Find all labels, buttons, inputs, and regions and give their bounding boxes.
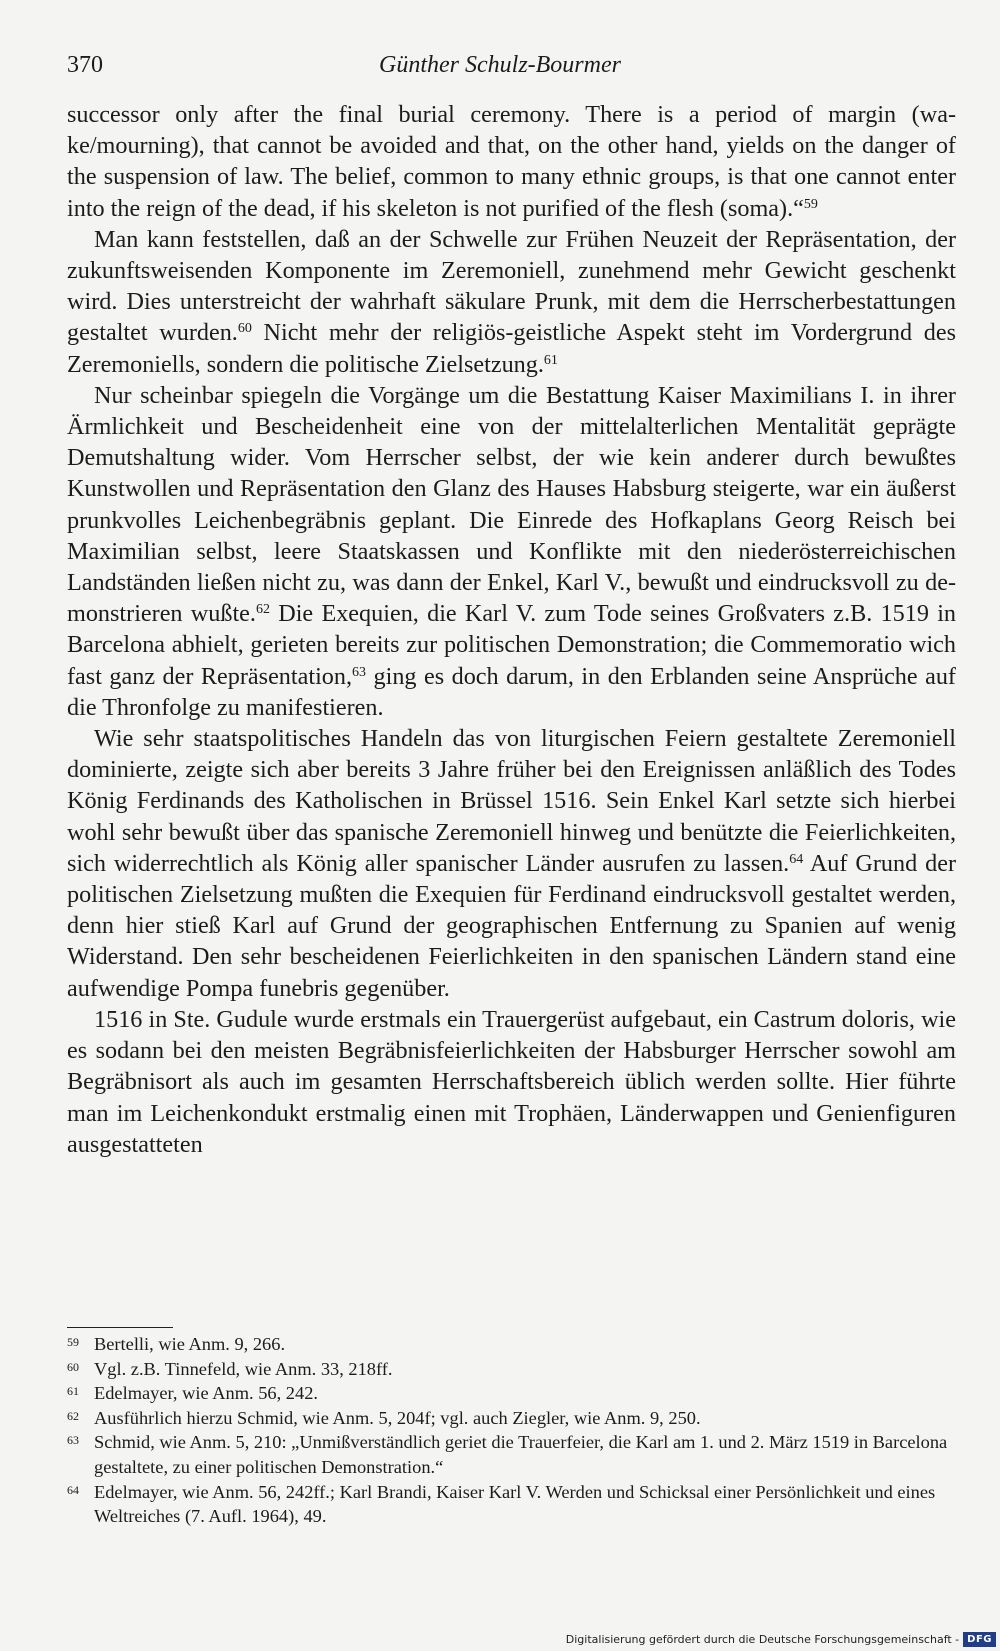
footnote-text: Ausführlich hierzu Schmid, wie Anm. 5, 204f; vgl. auch Ziegler, wie Anm. 9, 250. [94,1407,701,1428]
footnote [67,1357,956,1382]
footnote-number: 59 [67,1335,79,1349]
body-paragraph [67,224,956,380]
footnote-reference[interactable]: 62 [255,602,270,618]
body-paragraph [67,1004,956,1160]
running-head: Günther Schulz-Bourmer [379,52,621,78]
page-header [67,50,956,84]
footnote-number: 61 [67,1384,79,1399]
body-paragraph [67,99,956,224]
paragraph-text: Die Exequien, die Karl V. zum Tode seines Großvaters z.B. 1519 in Barcelona abhielt, gerieten bereits zur politischen Demonstration; die Commemoratio wich fast ganz der Repräsentation, [67,600,957,690]
paragraph-text: Auf Grund der politischen Zielsetzung mußten die Exequien für Ferdinand eindrucksvoll gestaltet werden, denn hier stieß Karl auf Grund der geographischen Entfernung zu Spanien auf wenig Widerstand. Den sehr bescheidenen Feierlichkeiten in den spanischen Ländern stand eine aufwendige Pompa funebris gegenüber. [67,849,956,1002]
footnote-number: 60 [67,1359,79,1374]
paragraph-text: Nur scheinbar spiegeln die Vorgänge um die Bestattung Kaiser Maximilians I. in ihrer Ärmlichkeit und Bescheidenheit eine von der mittelalterlichen Mentalität geprägte Demutshaltung wider. Vom Herrscher selbst, der wie kein anderer durch bewußtes Kunstwollen und Repräsentation den Glanz des Hauses Habsburg steigerte, war ein äußerst prunkvolles Leichenbegräbnis geplant. Die Einrede des Hofkaplans Georg Reisch bei Maximilian selbst, leere Staatskassen und Konflikte mit den niederösterreichischen Landständen ließen nicht zu, was dann der Enkel, Karl V., bewußt und eindrucksvoll zu demonstrieren wußte. [67,381,956,628]
paragraph-text: Man kann feststellen, daß an der Schwelle zur Frühen Neuzeit der Repräsentation, der zukunftsweisenden Komponente im Zeremoniell, zunehmend mehr Gewicht geschenkt wird. Dies unterstreicht der wahrhaft säkulare Prunk, mit dem die Herrscherbestattungen gestaltet wurden. [67,225,956,347]
paragraph-text: Nicht mehr der religiös-geistliche Aspekt steht im Vordergrund des Zeremoniells, sondern die politische Zielsetzung. [67,319,956,378]
page-number: 370 [67,52,103,78]
footnote-number: 63 [67,1433,79,1448]
digitization-notice-text: Digitalisierung gefördert durch die Deutsche Forschungsgemeinschaft - [565,1632,960,1646]
footnote [67,1430,956,1479]
dfg-logo: DFG [963,1632,996,1647]
footnote [67,1381,956,1406]
body-paragraph [67,380,956,723]
footnote-reference[interactable]: 64 [789,851,804,867]
digitization-notice [566,1629,996,1649]
body-paragraph [67,723,956,1004]
paragraph-text: successor only after the final burial ceremony. There is a period of margin (wake/mourning), that cannot be avoided and that, on the other hand, yields on the danger of the suspension of law. The belief, common to many ethnic groups, is that one cannot enter into the reign of the dead, if his skeleton is not purified of the flesh (soma).“ [67,101,956,222]
body-text [67,99,956,1160]
paragraph-text: Wie sehr staatspolitisches Handeln das von liturgischen Feiern gestaltete Zeremoniell dominierte, zeigte sich aber bereits 3 Jahre früher bei den Ereignissen anläßlich des Todes König Ferdinands des Katholischen in Brüssel 1516. Sein Enkel Karl setzte sich hierbei wohl sehr bewußt über das spanische Zeremoniell hinweg und benützte die Feierlichkeiten, sich widerrechtlich als König aller spanischer Länder ausrufen zu lassen. [67,725,956,877]
footnote-reference[interactable]: 61 [543,352,558,368]
footnote [67,1332,956,1357]
paragraph-text: 1516 in Ste. Gudule wurde erstmals ein Trauergerüst aufgebaut, ein Castrum doloris, wie es sodann bei den meisten Begräbnisfeierlichkeiten der Habsburger Herrscher sowohl am Begräbnisort als auch im gesamten Herrschaftsbereich üblich werden sollte. Hier führte man im Leichenkondukt erstmalig einen mit Trophäen, Länderwappen und Genienfiguren ausgestatteten [67,1005,956,1158]
footnote-reference[interactable]: 63 [352,664,367,680]
footnote-reference[interactable]: 60 [237,321,252,337]
footnote-text: Bertelli, wie Anm. 9, 266. [94,1334,286,1354]
footnote-text: Schmid, wie Anm. 5, 210: „Unmißverständlich geriet die Trauerfeier, die Karl am 1. und 2. März 1519 in Barcelona gestaltete, zu einer politischen Demonstration.“ [94,1432,948,1477]
footnote [67,1406,956,1431]
footnote-number: 62 [67,1408,79,1423]
paragraph-text: ging es doch darum, in den Erblanden seine Ansprüche auf die Thronfolge zu manifestieren. [67,662,956,721]
footnote-text: Edelmayer, wie Anm. 56, 242. [94,1383,318,1404]
footnote [67,1480,956,1529]
footnotes [67,1332,956,1529]
footnote-text: Vgl. z.B. Tinnefeld, wie Anm. 33, 218ff. [94,1358,393,1379]
footnote-text: Edelmayer, wie Anm. 56, 242ff.; Karl Brandi, Kaiser Karl V. Werden und Schicksal einer Persönlichkeit und eines Weltreiches (7. Aufl. 1964), 49. [94,1481,936,1527]
footnote-number: 64 [67,1482,79,1497]
footnote-rule [67,1327,173,1328]
footnote-reference[interactable]: 59 [803,196,818,212]
